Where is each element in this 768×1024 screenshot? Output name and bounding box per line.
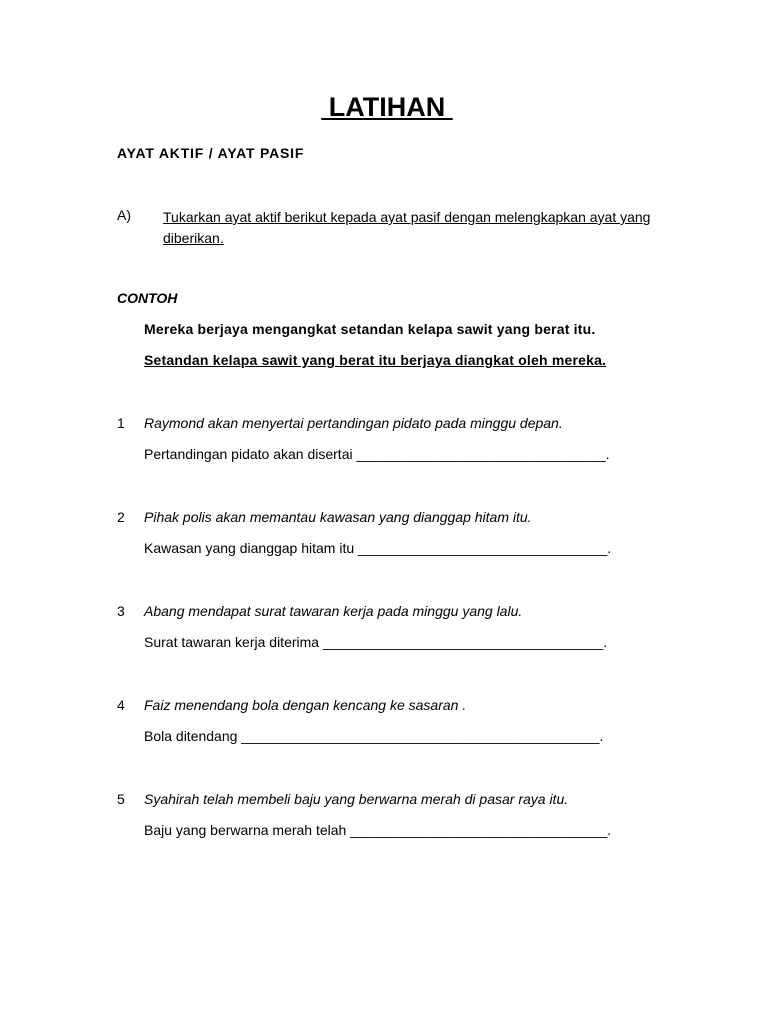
question-active-sentence: Faiz menendang bola dengan kencang ke sasaran . (144, 697, 467, 713)
question-passive-sentence: Kawasan yang dianggap hitam itu ________________________________. (144, 540, 612, 556)
question-number: 4 (117, 697, 125, 713)
subtitle: AYAT AKTIF / AYAT PASIF (117, 145, 305, 161)
question-number: 2 (117, 509, 125, 525)
example-passive-sentence: Setandan kelapa sawit yang berat itu berjaya diangkat oleh mereka. (144, 352, 607, 368)
page-title: LATIHAN (321, 92, 453, 122)
question-active-sentence: Abang mendapat surat tawaran kerja pada minggu yang lalu. (144, 603, 523, 619)
section-a-label: A) (117, 207, 131, 223)
question-number: 5 (117, 791, 125, 807)
question-passive-sentence: Bola ditendang ______________________________________________. (144, 728, 604, 744)
question-number: 1 (117, 415, 125, 431)
question-active-sentence: Pihak polis akan memantau kawasan yang dianggap hitam itu. (144, 509, 532, 525)
question-passive-sentence: Baju yang berwarna merah telah _________________________________. (144, 822, 612, 838)
section-a-instruction: Tukarkan ayat aktif berikut kepada ayat pasif dengan melengkapkan ayat yang diberikan. (163, 209, 651, 246)
question-active-sentence: Syahirah telah membeli baju yang berwarna merah di pasar raya itu. (144, 791, 569, 807)
question-passive-sentence: Surat tawaran kerja diterima ____________________________________. (144, 634, 608, 650)
question-active-sentence: Raymond akan menyertai pertandingan pidato pada minggu depan. (144, 415, 563, 431)
example-heading: CONTOH (117, 290, 178, 306)
question-number: 3 (117, 603, 125, 619)
example-active-sentence: Mereka berjaya mengangkat setandan kelapa sawit yang berat itu. (144, 321, 596, 337)
question-passive-sentence: Pertandingan pidato akan disertai ________________________________. (144, 446, 610, 462)
